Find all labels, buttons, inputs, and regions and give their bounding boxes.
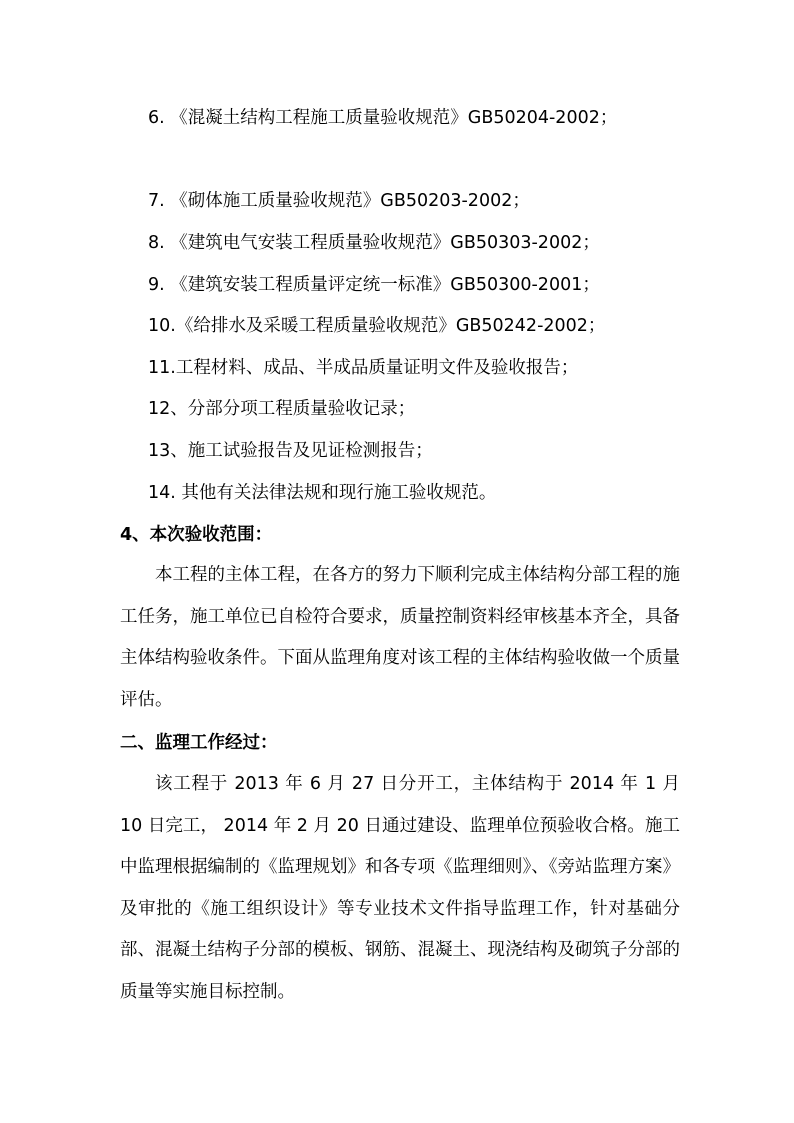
scope-paragraph: 本工程的主体工程，在各方的努力下顺利完成主体结构分部工程的施工任务，施工单位已自检符合要求，质量控制资料经审核基本齐全，具备主体结构验收条件。下面从监理角度对该工程的主体结构验收做一个质量评估。 (120, 565, 680, 710)
list-item-9: 9. 《建筑安装工程质量评定统一标准》GB50300-2001； (148, 275, 600, 295)
process-paragraph: 该工程于 2013 年 6 月 27 日分开工，主体结构于 2014 年 1 月 10 日完工， 2014 年 2 月 20 日通过建设、监理单位预验收合格。施工中监理根据编制的《监理规划》和各专项《监理细则》、《旁站监理方案》及审批的《施工组织设计》等专业技术文件指导监理工作，针对基础分部、混凝土结构子分部的模板、钢筋、混凝土、现浇结构及砌筑子分部的质量等实施目标控制。 (120, 774, 680, 1002)
list-item-12: 12、分部分项工程质量验收记录； (148, 399, 416, 419)
section-heading-scope: 4、本次验收范围： (120, 525, 273, 545)
list-item-14: 14. 其他有关法律法规和现行施工验收规范。 (148, 483, 497, 503)
list-item-6: 6. 《混凝土结构工程施工质量验收规范》GB50204-2002； (148, 108, 618, 128)
list-item-13: 13、施工试验报告及见证检测报告； (148, 441, 433, 461)
list-item-11: 11.工程材料、成品、半成品质量证明文件及验收报告； (148, 358, 579, 378)
section-heading-process: 二、监理工作经过： (120, 733, 278, 753)
list-item-8: 8. 《建筑电气安装工程质量验收规范》GB50303-2002； (148, 233, 600, 253)
list-item-10: 10.《给排水及采暖工程质量验收规范》GB50242-2002； (148, 316, 606, 336)
list-item-7: 7. 《砌体施工质量验收规范》GB50203-2002； (148, 191, 530, 211)
